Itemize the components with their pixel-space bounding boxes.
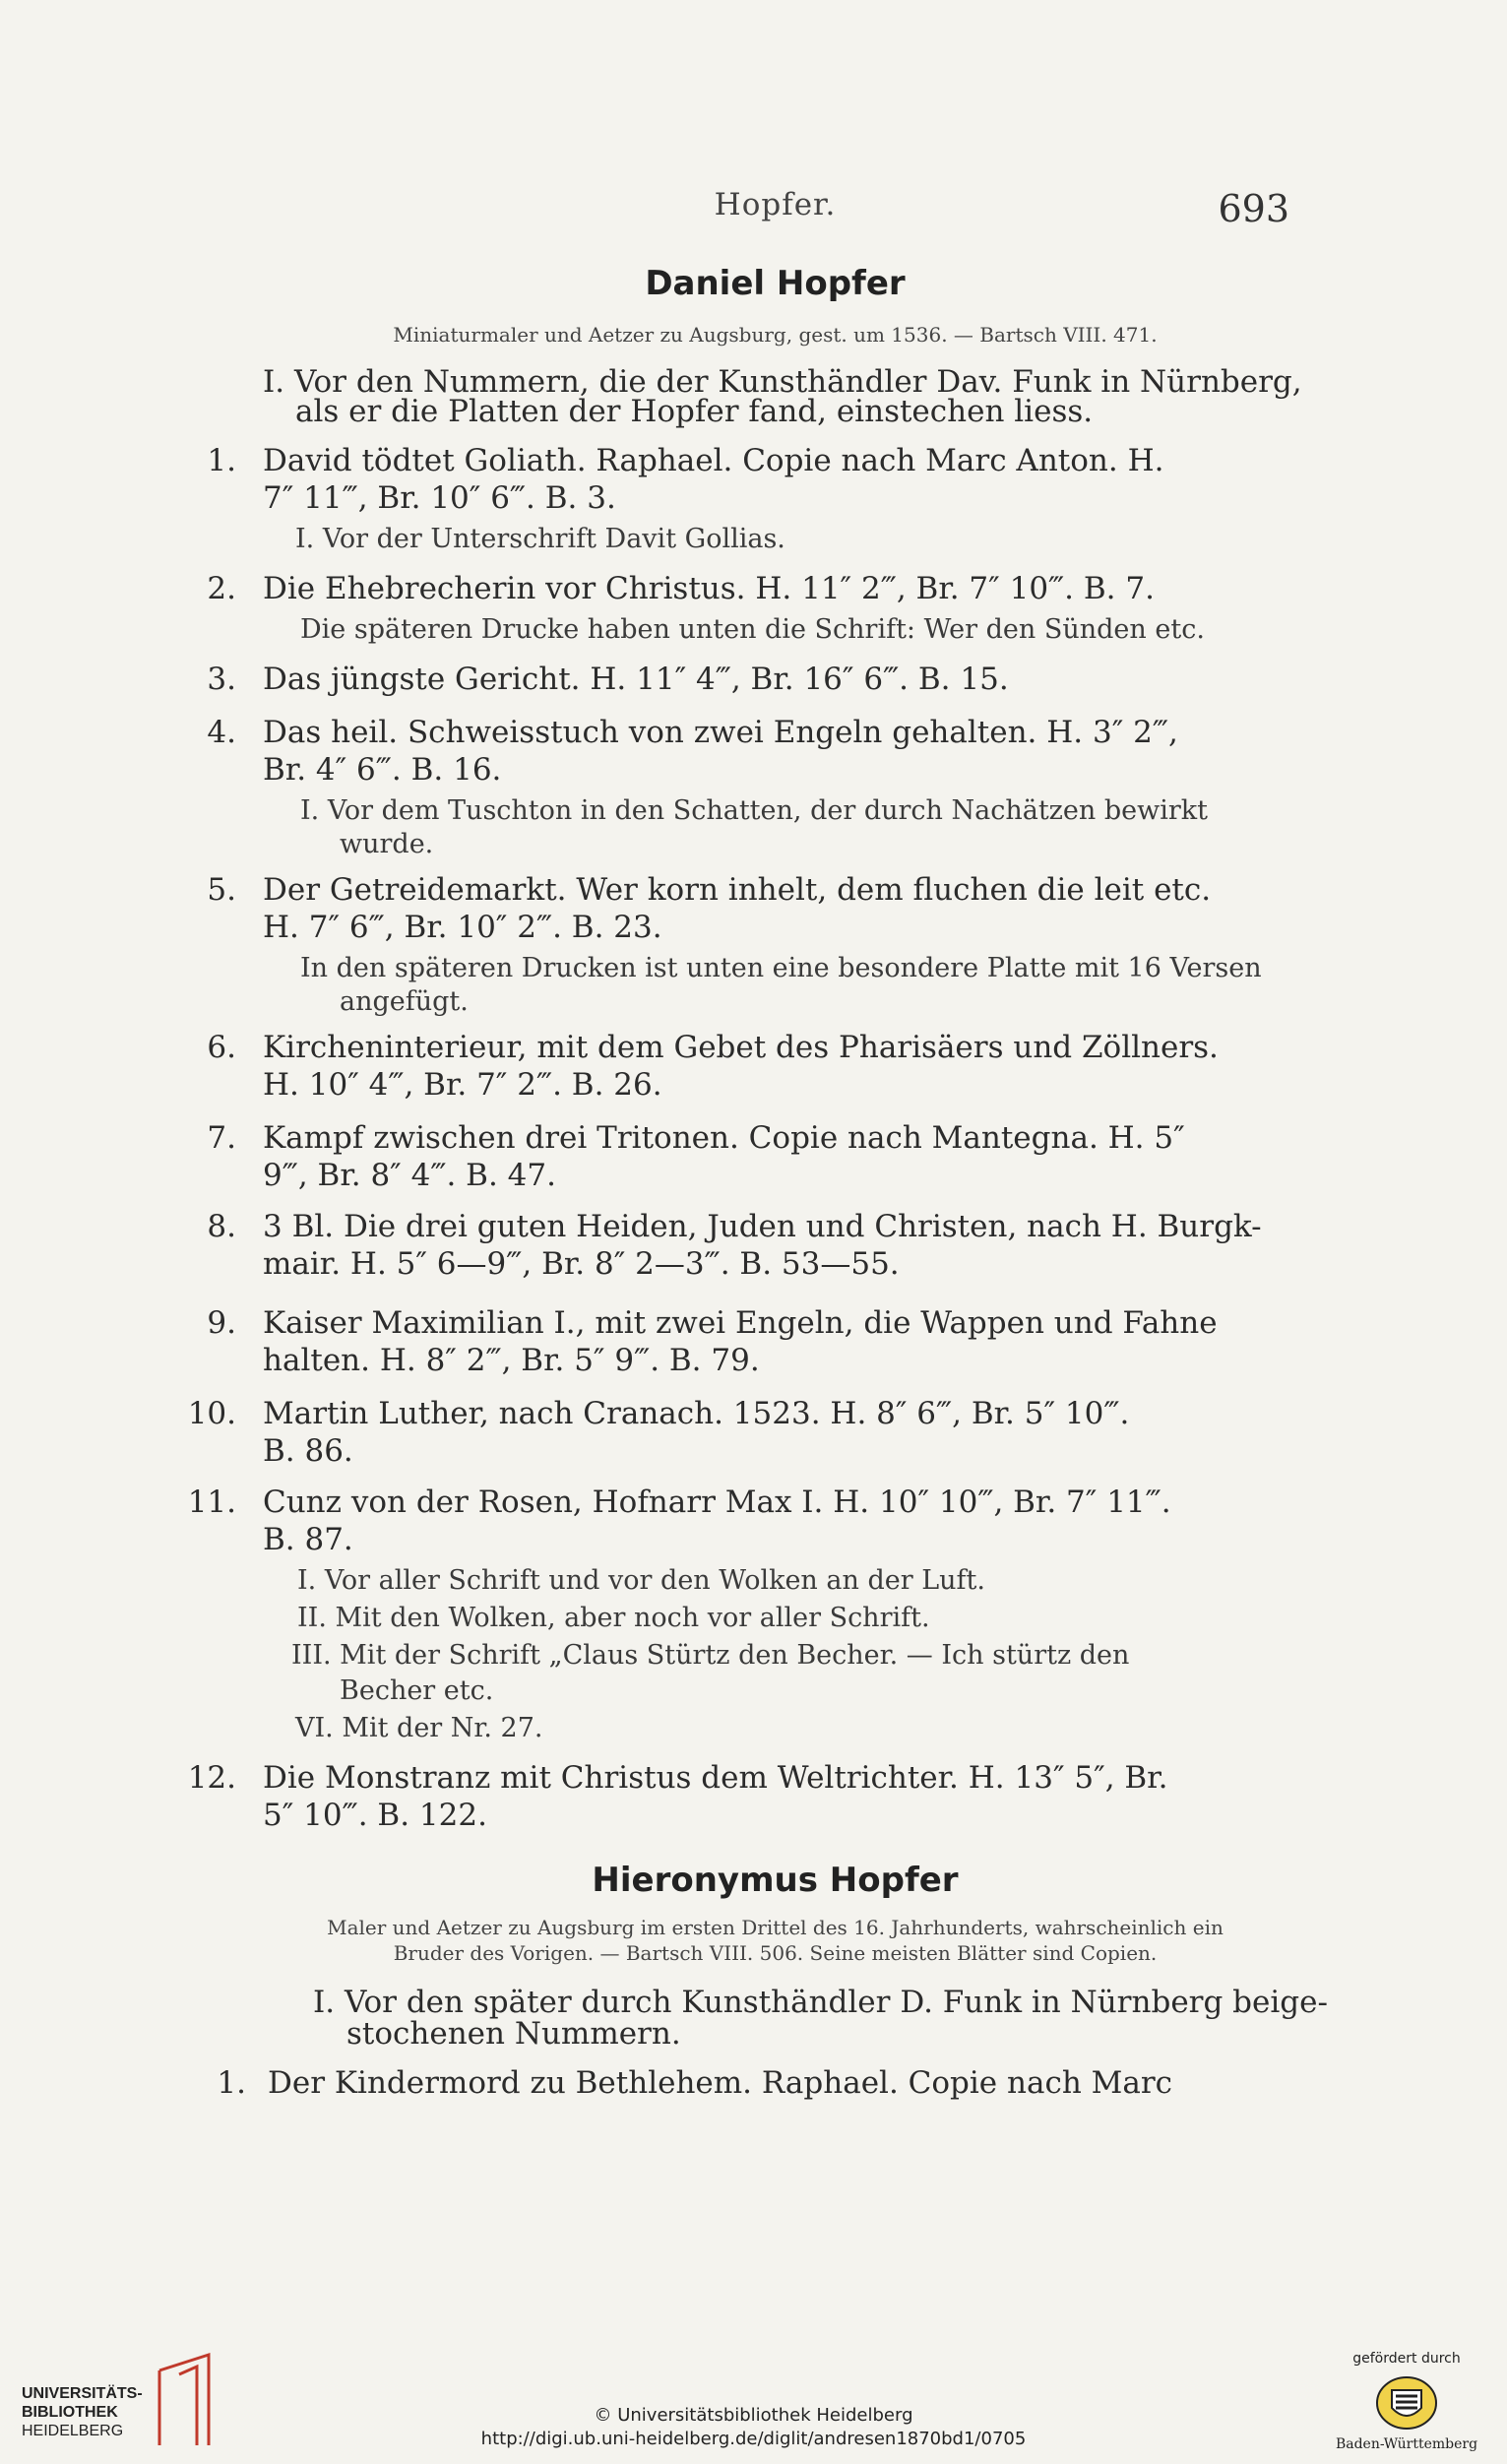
entry-line: B. 86.	[263, 1433, 353, 1469]
library-name-line: BIBLIOTHEK	[22, 2404, 118, 2421]
entry-number: 11.	[187, 1485, 236, 1520]
copyright	[0, 2404, 1507, 2451]
entry-line: B. 87.	[263, 1522, 353, 1557]
entry-note: VI. Mit der Nr. 27.	[295, 1713, 543, 1743]
entry-number: 12.	[187, 1760, 236, 1796]
entry-line: mair. H. 5″ 6—9‴, Br. 8″ 2—3‴. B. 53—55.	[263, 1246, 900, 1282]
entry-note: I. Vor aller Schrift und vor den Wolken an der Luft.	[297, 1565, 985, 1596]
entry-number: 5.	[207, 872, 236, 908]
entry-line: Das heil. Schweisstuch von zwei Engeln gehalten. H. 3″ 2‴,	[263, 715, 1178, 750]
entry-line: Br. 4″ 6‴. B. 16.	[263, 752, 502, 788]
funded-by-label: gefördert durch	[1352, 2351, 1461, 2367]
entry-note: Becher etc.	[340, 1675, 494, 1706]
entry-line: Der Kindermord zu Bethlehem. Raphael. Copie nach Marc	[268, 2065, 1173, 2101]
entry-line: Das jüngste Gericht. H. 11″ 4‴, Br. 16″ 6‴. B. 15.	[263, 662, 1009, 697]
entry-line: Die Monstranz mit Christus dem Weltrichter. H. 13″ 5″, Br.	[263, 1760, 1168, 1796]
intro-line: als er die Platten der Hopfer fand, einstechen liess.	[295, 394, 1094, 429]
running-title: Hopfer.	[714, 187, 837, 222]
entry-note: II. Mit den Wolken, aber noch vor aller Schrift.	[297, 1603, 930, 1633]
entry-line: Martin Luther, nach Cranach. 1523. H. 8″ 6‴, Br. 5″ 10‴.	[263, 1396, 1130, 1431]
source-url[interactable]: http://digi.ub.uni-heidelberg.de/diglit/andresen1870bd1/0705	[480, 2429, 1027, 2449]
page-number: 693	[1218, 187, 1289, 230]
entry-note: In den späteren Drucken ist unten eine besondere Platte mit 16 Versen	[300, 953, 1262, 983]
section-subtitle-daniel: Miniaturmaler und Aetzer zu Augsburg, gest. um 1536. — Bartsch VIII. 471.	[393, 323, 1158, 347]
state-coat-of-arms-icon	[1372, 2372, 1441, 2433]
intro-line: I. Vor den Nummern, die der Kunsthändler Dav. Funk in Nürnberg,	[263, 364, 1302, 400]
entry-line: H. 7″ 6‴, Br. 10″ 2‴. B. 23.	[263, 910, 662, 945]
entry-line: Die Ehebrecherin vor Christus. H. 11″ 2‴, Br. 7″ 10‴. B. 7.	[263, 571, 1155, 606]
entry-number: 1.	[207, 443, 236, 478]
entry-line: 3 Bl. Die drei guten Heiden, Juden und Christen, nach H. Burgk-	[263, 1209, 1262, 1244]
entry-number: 2.	[207, 571, 236, 606]
section-subtitle-hieronymus: Bruder des Vorigen. — Bartsch VIII. 506. Seine meisten Blätter sind Copien.	[393, 1941, 1158, 1965]
section-title-hieronymus: Hieronymus Hopfer	[592, 1861, 959, 1900]
entry-line: halten. H. 8″ 2‴, Br. 5″ 9‴. B. 79.	[263, 1343, 760, 1378]
entry-line: Kircheninterieur, mit dem Gebet des Pharisäers und Zöllners.	[263, 1030, 1219, 1065]
funder-block	[1328, 2351, 1485, 2437]
section-title-daniel: Daniel Hopfer	[645, 264, 906, 303]
entry-line: Der Getreidemarkt. Wer korn inhelt, dem fluchen die leit etc.	[263, 872, 1212, 908]
entry-note: III. Mit der Schrift „Claus Stürtz den Becher. — Ich stürtz den	[291, 1640, 1130, 1671]
entry-number: 1.	[217, 2065, 246, 2101]
entry-line: Cunz von der Rosen, Hofnarr Max I. H. 10″ 10‴, Br. 7″ 11‴.	[263, 1485, 1171, 1520]
entry-number: 7.	[207, 1120, 236, 1156]
intro-line: I. Vor den später durch Kunsthändler D. Funk in Nürnberg beige-	[313, 1985, 1328, 2020]
entry-line: 9‴, Br. 8″ 4‴. B. 47.	[263, 1158, 556, 1193]
entry-line: Kampf zwischen drei Tritonen. Copie nach Mantegna. H. 5″	[263, 1120, 1185, 1156]
entry-number: 3.	[207, 662, 236, 697]
running-head	[261, 187, 1289, 236]
copyright-text: © Universitätsbibliothek Heidelberg	[594, 2405, 913, 2426]
entry-line: 5″ 10‴. B. 122.	[263, 1798, 487, 1833]
section-subtitle-hieronymus: Maler und Aetzer zu Augsburg im ersten Drittel des 16. Jahrhunderts, wahrscheinlich ein	[327, 1916, 1224, 1939]
entry-number: 10.	[187, 1396, 236, 1431]
entry-number: 8.	[207, 1209, 236, 1244]
entry-line: H. 10″ 4‴, Br. 7″ 2‴. B. 26.	[263, 1067, 662, 1103]
entry-number: 4.	[207, 715, 236, 750]
library-name-line: HEIDELBERG	[22, 2423, 124, 2439]
intro-line: stochenen Nummern.	[346, 2016, 681, 2052]
entry-number: 6.	[207, 1030, 236, 1065]
entry-line: 7″ 11‴, Br. 10″ 6‴. B. 3.	[263, 480, 616, 516]
entry-note: I. Vor dem Tuschton in den Schatten, der durch Nachätzen bewirkt	[300, 795, 1208, 826]
entry-note: Die späteren Drucke haben unten die Schrift: Wer den Sünden etc.	[300, 614, 1205, 645]
entry-note: I. Vor der Unterschrift Davit Gollias.	[295, 524, 785, 554]
funder-name: Baden-Württemberg	[1335, 2436, 1478, 2452]
entry-note: angefügt.	[340, 986, 469, 1017]
entry-note: wurde.	[340, 829, 434, 859]
entry-number: 9.	[207, 1305, 236, 1341]
entry-line: David tödtet Goliath. Raphael. Copie nach Marc Anton. H.	[263, 443, 1164, 478]
library-name-line: UNIVERSITÄTS-	[22, 2385, 143, 2402]
digitization-footer	[0, 2343, 1507, 2464]
entry-line: Kaiser Maximilian I., mit zwei Engeln, die Wappen und Fahne	[263, 1305, 1218, 1341]
